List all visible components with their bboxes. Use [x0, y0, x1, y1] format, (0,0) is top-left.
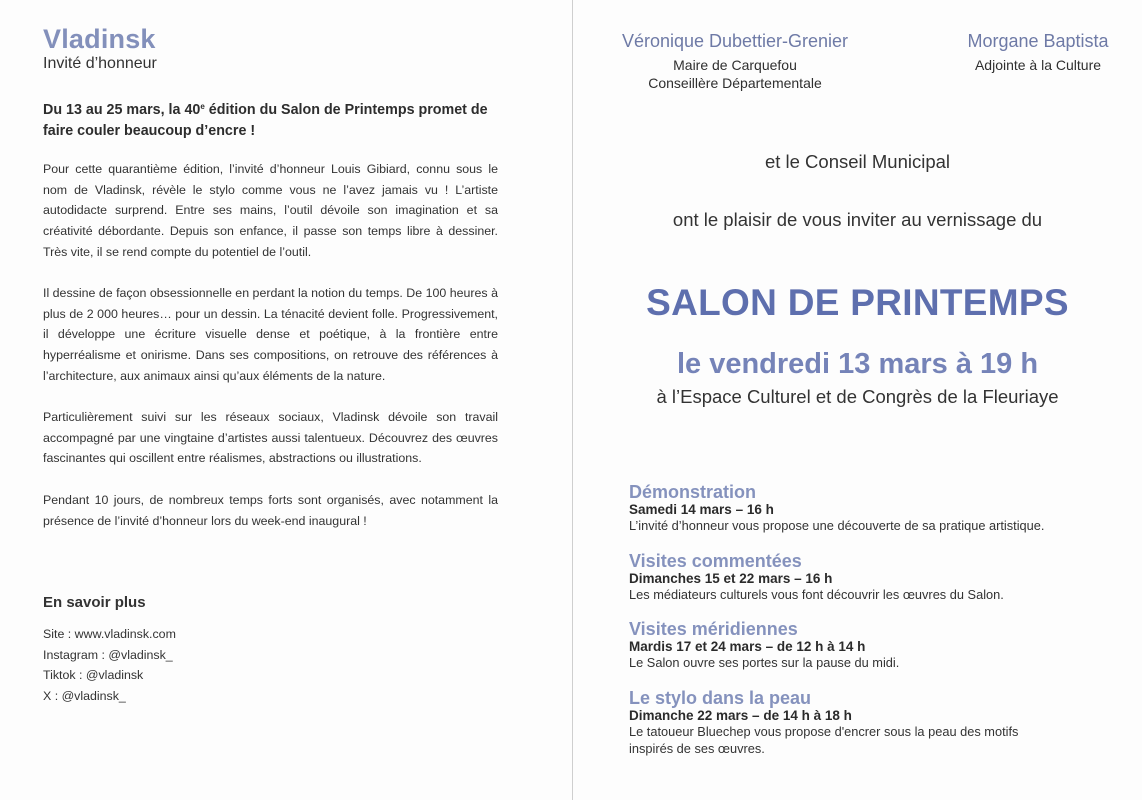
program-item-description: Les médiateurs culturels vous font découvrir les œuvres du Salon. — [629, 587, 1004, 602]
program-item — [629, 688, 1109, 757]
program-item-description: L’invité d’honneur vous propose une découverte de sa pratique artistique. — [629, 518, 1045, 533]
program-item-title: Visites commentées — [629, 551, 802, 571]
more-info-heading: En savoir plus — [43, 594, 146, 611]
link-instagram[interactable]: Instagram : @vladinsk_ — [43, 647, 173, 662]
program-item-description: Le tatoueur Bluechep vous propose d'encrer sous la peau des motifs inspirés de ses œuvres. — [629, 724, 1019, 756]
lead-text-start: Du 13 au 25 mars, la 40 — [43, 102, 201, 118]
social-links-list — [43, 624, 176, 707]
guest-role: Invité d’honneur — [43, 55, 157, 72]
right-panel-invitation — [573, 0, 1142, 800]
host-name: Morgane Baptista — [967, 31, 1109, 51]
link-tiktok[interactable]: Tiktok : @vladinsk — [43, 668, 144, 683]
program-item-schedule: Dimanches 15 et 22 mars – 16 h — [629, 571, 833, 586]
program-item — [629, 482, 1109, 535]
body-paragraph-2: Il dessine de façon obsessionnelle en perdant la notion du temps. De 100 heures à plus de 2 000 heures… pour un dessin. La ténacité devient folle. Progressivement, il développe une écriture visuelle dense et poétique, à la frontière entre hyperréalisme et onirisme. Dans ses compositions, on retrouve des références à l’architecture, aux animaux ainsi qu’aux éléments de la nature. — [43, 286, 498, 383]
program-item-description: Le Salon ouvre ses portes sur la pause du midi. — [629, 655, 900, 670]
program-item-title: Le stylo dans la peau — [629, 688, 812, 708]
host-name: Véronique Dubettier-Grenier — [621, 31, 849, 51]
lead-paragraph — [43, 96, 498, 142]
host-role-1: Maire de Carquefou — [673, 57, 797, 73]
program-item-schedule: Dimanche 22 mars – de 14 h à 18 h — [629, 708, 852, 723]
program-item — [629, 551, 1109, 604]
program-item-title: Visites méridiennes — [629, 619, 798, 639]
event-date: le vendredi 13 mars à 19 h — [676, 348, 1039, 380]
ordinal-superscript: e — [200, 102, 205, 111]
council-line: et le Conseil Municipal — [764, 151, 951, 172]
link-x[interactable]: X : @vladinsk_ — [43, 689, 126, 704]
link-website[interactable]: Site : www.vladinsk.com — [43, 627, 176, 641]
program-item-schedule: Mardis 17 et 24 mars – de 12 h à 14 h — [629, 639, 866, 654]
body-paragraph-3: Particulièrement suivi sur les réseaux sociaux, Vladinsk dévoile son travail accompagné par une vingtaine d’artistes aussi talentueux. Découvrez des œuvres fascinantes qui oscillent entre réalismes, abstractions ou illustrations. — [43, 410, 498, 466]
host-deputy — [953, 31, 1123, 74]
body-paragraph-1: Pour cette quarantième édition, l’invité d’honneur Louis Gibiard, connu sous le nom de Vladinsk, révèle le stylo comme vous ne l’avez jamais vu ! L’artiste autodidacte surprend. Entre ses mains, l’outil dévoile son imagination et sa créativité débordante. Depuis son enfance, il passe son temps libre à dessiner. Très vite, il se rend compte du potentiel de l’outil. — [43, 162, 498, 259]
event-venue: à l’Espace Culturel et de Congrès de la Fleuriaye — [656, 386, 1059, 407]
host-role-2: Conseillère Départementale — [648, 75, 822, 91]
guest-name: Vladinsk — [43, 24, 156, 54]
event-title: SALON DE PRINTEMPS — [646, 282, 1069, 323]
program-item — [629, 619, 1109, 672]
lead-text-end: édition du Salon de Printemps promet de faire couler beaucoup d’encre ! — [43, 102, 488, 139]
body-paragraph-4: Pendant 10 jours, de nombreux temps forts sont organisés, avec notamment la présence de l’invité d’honneur lors du week-end inaugural ! — [43, 493, 498, 528]
program-item-title: Démonstration — [629, 482, 757, 502]
host-role-1: Adjointe à la Culture — [974, 57, 1102, 73]
program-item-schedule: Samedi 14 mars – 16 h — [629, 502, 774, 517]
host-mayor — [613, 31, 857, 92]
invitation-line: ont le plaisir de vous inviter au vernissage du — [672, 209, 1043, 230]
